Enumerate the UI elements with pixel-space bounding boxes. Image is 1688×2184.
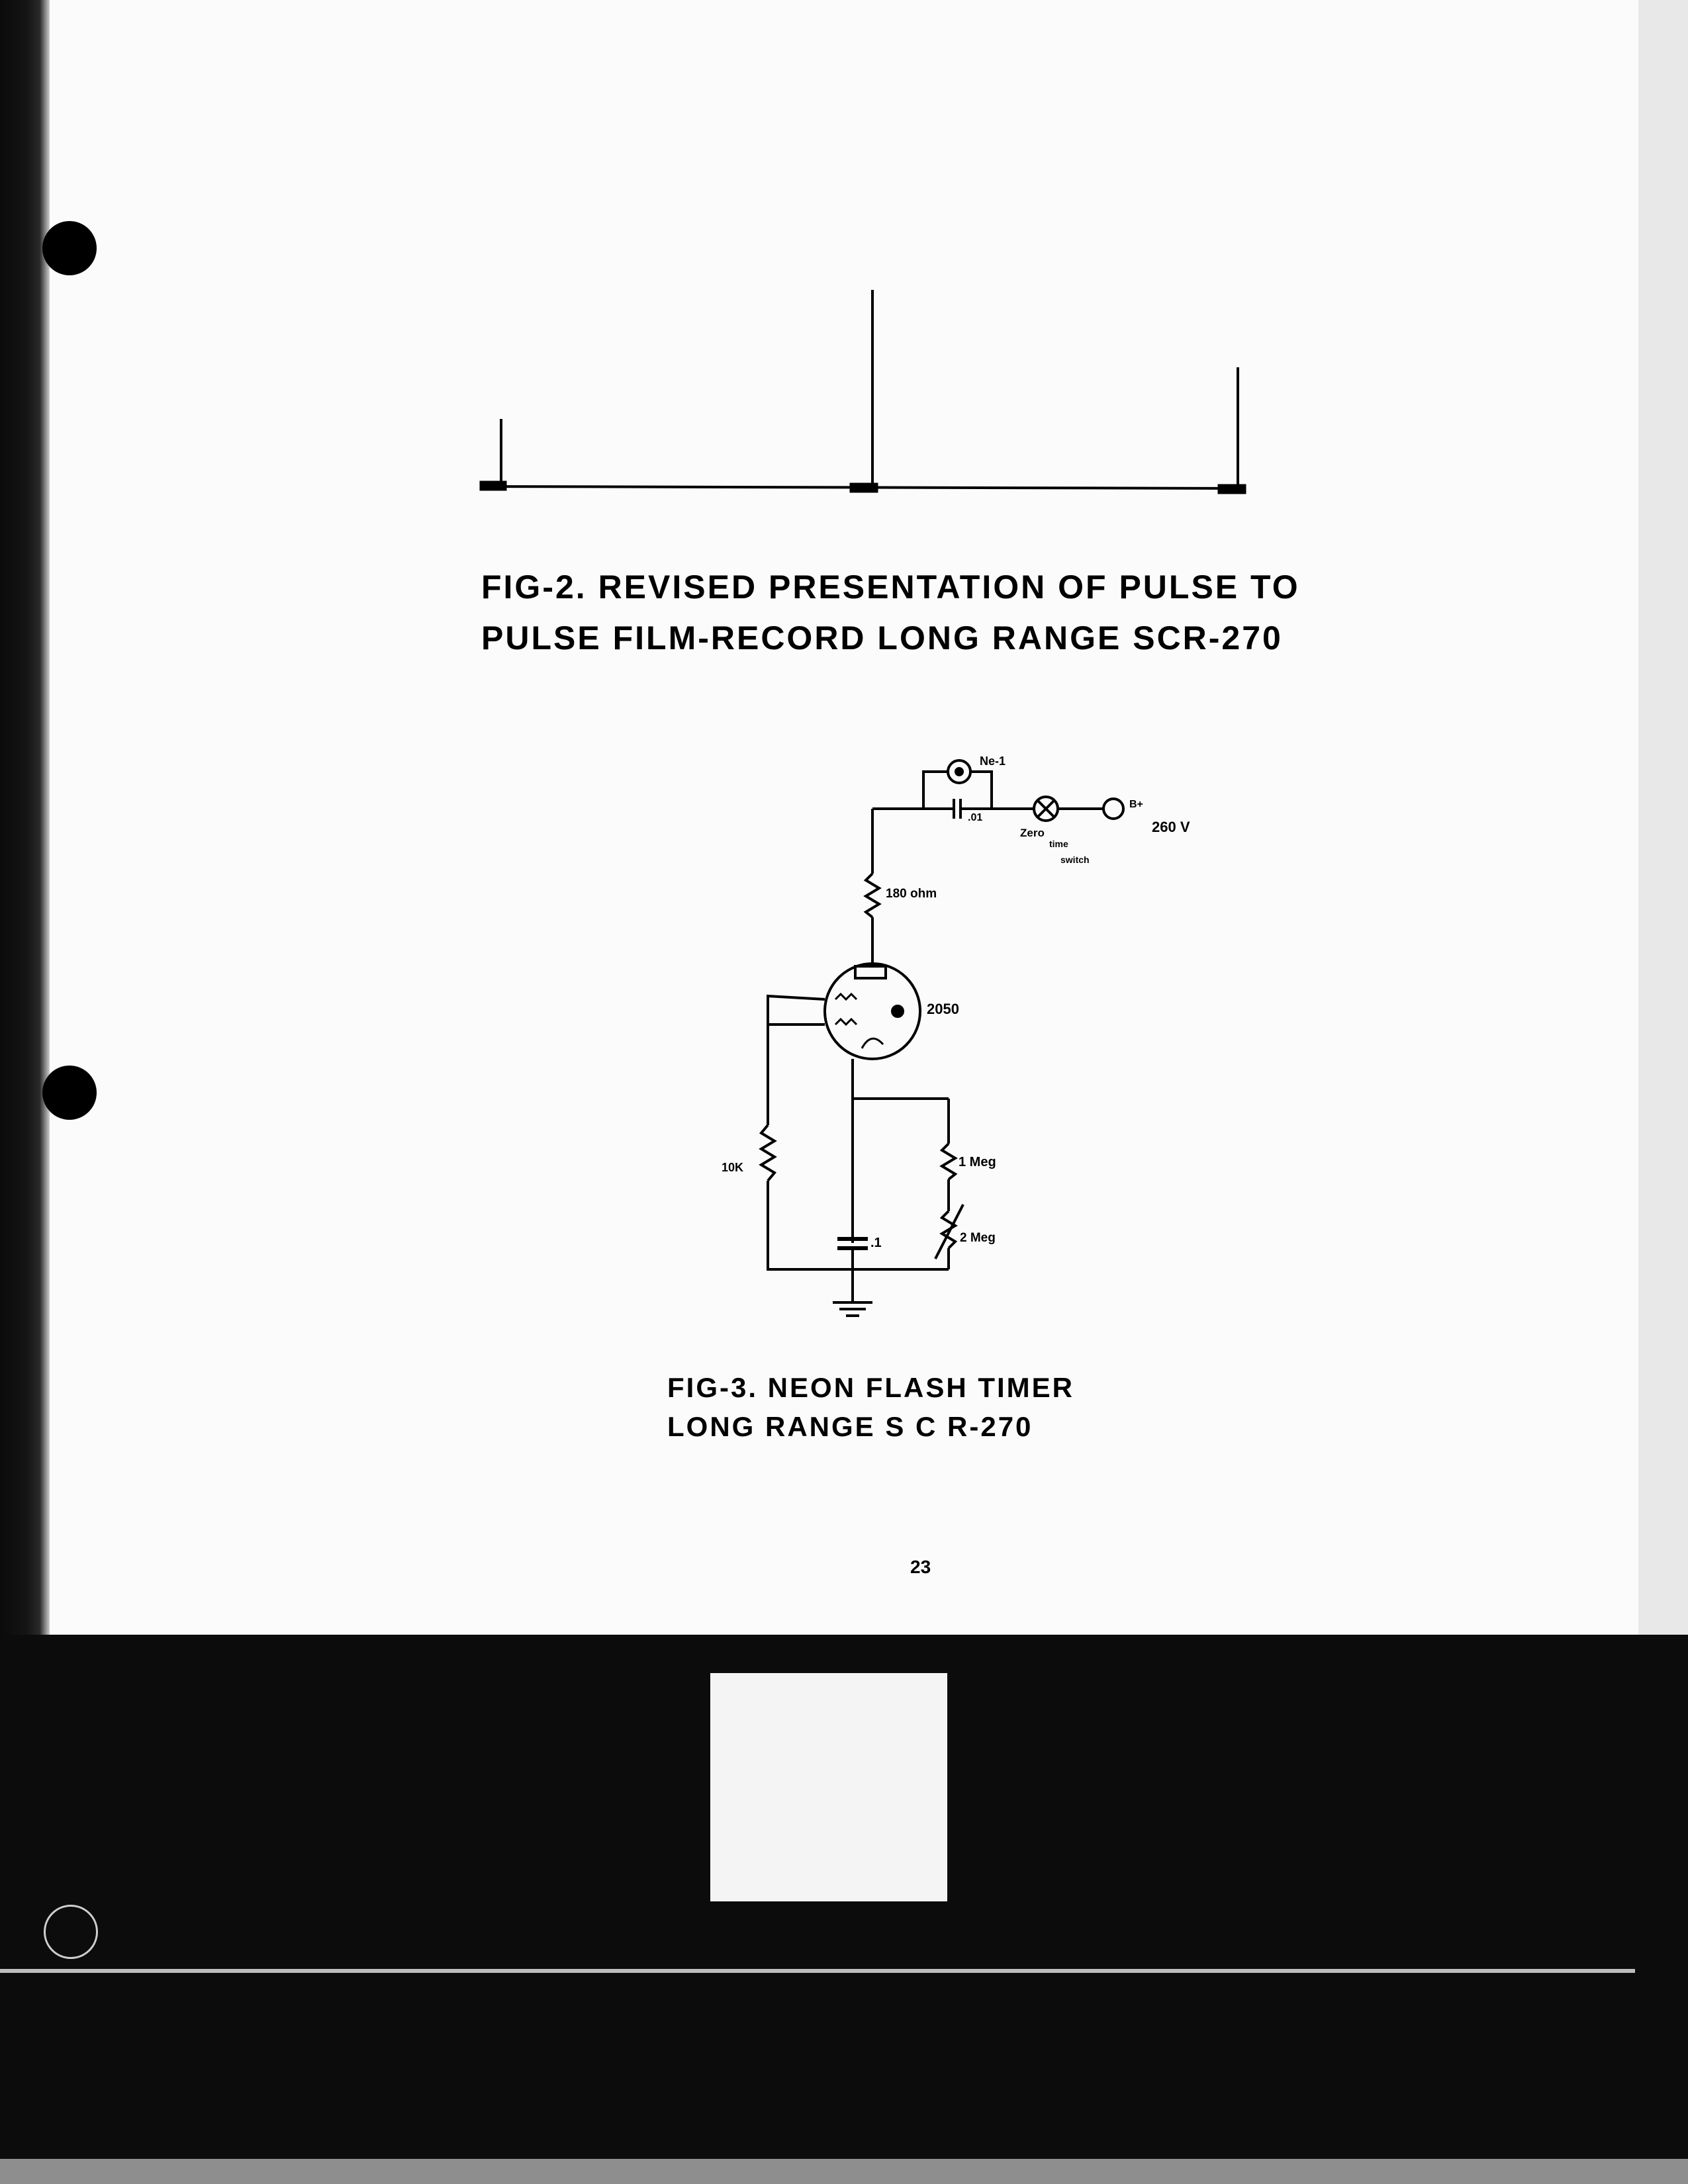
page-number: 23 [910,1557,931,1577]
tube-plate [855,966,886,978]
voltage-label: 260 V [1152,819,1190,835]
zero-time-switch-label-2: time [1049,839,1068,849]
zero-time-switch-label-1: Zero [1020,827,1045,839]
plate-resistor-symbol [866,874,879,917]
scan-bottom-strip [0,2159,1688,2184]
figure-2-caption-line-1: FIG-2. REVISED PRESENTATION OF PULSE TO [481,569,1300,606]
capacitor-top-label: .01 [968,812,983,823]
scan-edge-line [0,1969,1635,1973]
tube-label: 2050 [927,1001,959,1017]
paper-scrap [710,1673,947,1901]
figure-3-caption-line-1: FIG-3. NEON FLASH TIMER [667,1372,1074,1403]
b-plus-terminal [1103,799,1123,819]
capacitor-label: .1 [870,1236,882,1250]
plate-resistor-label: 180 ohm [886,887,937,901]
neon-lamp-wire [923,772,948,809]
resistor-1meg-label: 1 Meg [959,1155,996,1169]
figure-2-caption-line-2: PULSE FILM-RECORD LONG RANGE SCR-270 [481,619,1283,657]
grid-resistor-symbol [761,1125,774,1181]
punch-hole [44,1905,98,1959]
resistor-1meg-symbol [942,1144,955,1179]
grid-resistor-label: 10K [722,1161,744,1174]
b-plus-label: B+ [1129,799,1143,810]
figure-3-caption-line-2: LONG RANGE S C R-270 [667,1411,1033,1442]
potentiometer-2meg-label: 2 Meg [960,1231,996,1245]
neon-lamp-label: Ne-1 [980,754,1006,768]
zero-time-switch-label-3: switch [1060,854,1090,865]
